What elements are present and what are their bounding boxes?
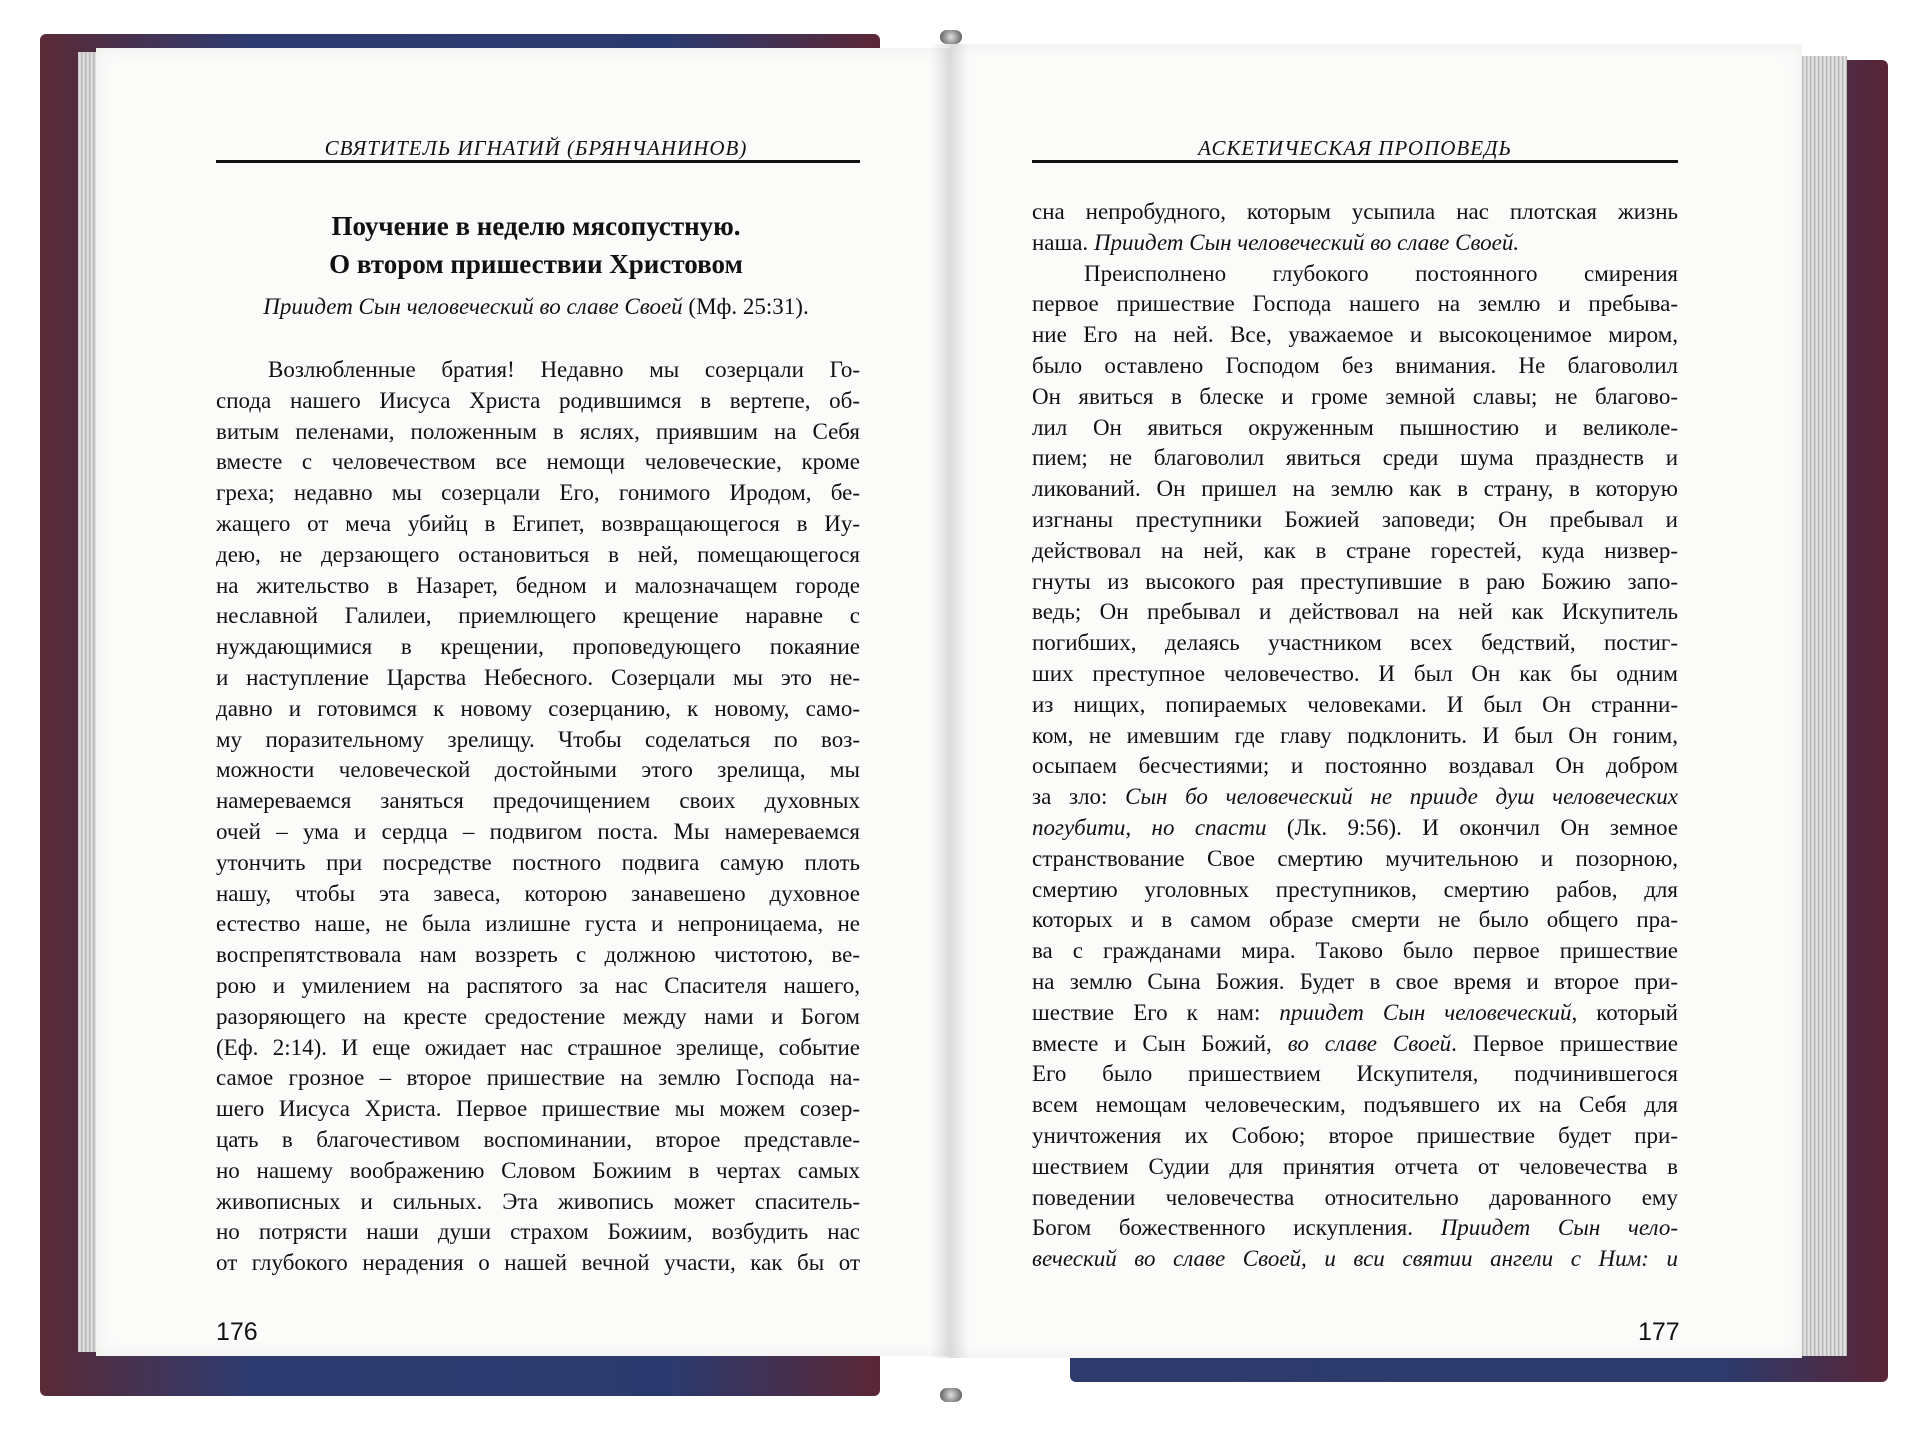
body-line: которых и в самом образе смерти не было общего пра- xyxy=(1032,907,1678,933)
epigraph xyxy=(216,294,856,320)
body-line: Его было пришествием Искупителя, подчинившегося xyxy=(1032,1061,1678,1087)
body-line: спода нашего Иисуса Христа родившимся в вертепе, об- xyxy=(216,387,860,413)
body-line xyxy=(1032,998,1678,1029)
body-line xyxy=(1032,228,1678,259)
body-line: вместе с человечеством все немощи человеческие, кроме xyxy=(216,449,860,475)
body-line: витым пеленами, положенным в яслях, приявшим на Себя xyxy=(216,418,860,444)
text-run: (Лк. 9:56). И окончил Он земное xyxy=(1266,814,1678,840)
body-line: ведь; Он пребывал и действовал на ней как Искупитель xyxy=(1032,599,1678,625)
body-line: сна непробудного, которым усыпила нас плотская жизнь xyxy=(1032,199,1678,224)
body-line: уничтожения их Собою; второе пришествие будет при- xyxy=(1032,1122,1678,1148)
body-line: греха; недавно мы созерцали Его, гонимого Иродом, бе- xyxy=(216,480,860,506)
body-line: ние Его на ней. Все, уважаемое и высокоценимое миром, xyxy=(1032,322,1678,348)
right-body-text xyxy=(1032,197,1678,1275)
right-page-edges xyxy=(1795,56,1847,1356)
body-line xyxy=(1032,782,1678,813)
body-line: естество наше, не была излишне густа и непроницаема, не xyxy=(216,911,860,937)
body-line xyxy=(1032,1029,1678,1060)
bottom-headband xyxy=(940,1388,962,1402)
text-run: Богом божественного искупления. xyxy=(1032,1215,1441,1241)
body-line: от глубокого нерадения о нашей вечной участи, как бы от xyxy=(216,1250,860,1276)
body-line: дею, не дерзающего остановиться в ней, помещающегося xyxy=(216,541,860,567)
body-line: погибших, делаясь участником всех бедствий, постиг- xyxy=(1032,630,1678,656)
epigraph-reference: (Мф. 25:31). xyxy=(682,294,809,319)
text-run: . Первое пришествие xyxy=(1451,1030,1678,1056)
body-line: шествием Судии для принятия отчета от человечества в xyxy=(1032,1153,1678,1179)
top-headband xyxy=(940,30,962,44)
body-line: первое пришествие Господа нашего на землю и пребыва- xyxy=(1032,291,1678,317)
body-line: Преисполнено глубокого постоянного смирения xyxy=(1084,260,1678,286)
left-running-head: СВЯТИТЕЛЬ ИГНАТИЙ (БРЯНЧАНИНОВ) xyxy=(324,136,748,160)
body-line: намереваемся заняться предочищением своих духовных xyxy=(216,788,860,814)
body-line xyxy=(1032,1213,1678,1244)
scripture-quote: Приидет Сын чело- xyxy=(1440,1215,1678,1241)
body-line: гнуты из высокого рая преступившие в раю Божию запо- xyxy=(1032,568,1678,594)
body-line: шего Иисуса Христа. Первое пришествие мы можем созер- xyxy=(216,1096,860,1122)
body-line: ликований. Он пришел на землю как в страну, в которую xyxy=(1032,476,1678,502)
scripture-quote: Приидет Сын человеческий во славе Своей. xyxy=(1093,229,1520,255)
body-line: рою и умилением на распятого за нас Спасителя нашего, xyxy=(216,972,860,998)
body-line: но нашему воображению Словом Божиим в чертах самых xyxy=(216,1157,860,1183)
body-line: Возлюбленные братия! Недавно мы созерцали Го- xyxy=(268,357,860,382)
body-line: но потрясти наши души страхом Божиим, возбудить нас xyxy=(216,1219,860,1245)
body-line: на жительство в Назарет, бедном и малозначащем городе xyxy=(216,572,860,598)
body-line: цать в благочестивом воспоминании, второе представле- xyxy=(216,1126,860,1152)
body-line: на землю Сына Божия. Будет в свое время и второе при- xyxy=(1032,968,1678,994)
text-run: за зло: xyxy=(1032,784,1126,810)
body-line: Он явиться в блеске и громе земной славы; не благово- xyxy=(1032,383,1678,409)
body-line: ком, не имевшим где главу подклонить. И был Он гоним, xyxy=(1032,722,1678,748)
body-line: можности человеческой достойными этого зрелища, мы xyxy=(216,757,860,783)
body-line: всем немощам человеческим, подъявшего их на Себя для xyxy=(1032,1092,1678,1118)
text-run: наша. xyxy=(1032,229,1094,255)
left-header-rule xyxy=(216,160,860,163)
sermon-title-line-2: О втором пришествии Христовом xyxy=(329,249,743,279)
body-line: и наступление Царства Небесного. Созерцали мы это не- xyxy=(216,664,860,690)
scripture-quote: Сын бо человеческий не прииде душ человеческих xyxy=(1125,784,1678,810)
left-body-text xyxy=(216,355,860,1279)
body-line: воспрепятствовала нам воззреть с должною чистотою, ве- xyxy=(216,942,860,968)
right-header-rule xyxy=(1032,160,1678,163)
text-run: шествие Его к нам: xyxy=(1032,999,1280,1025)
text-run: вместе и Сын Божий, xyxy=(1032,1030,1288,1056)
body-line: ших преступное человечество. И был Он как бы одним xyxy=(1032,660,1678,686)
body-line: утончить при посредстве постного подвига самую плоть xyxy=(216,849,860,875)
right-page-number: 177 xyxy=(1638,1318,1680,1346)
body-line: му поразительному зрелищу. Чтобы соделаться по воз- xyxy=(216,726,860,752)
scripture-quote: во славе Своей xyxy=(1287,1030,1452,1056)
body-line: действовал на ней, как в стране горестей, куда низвер- xyxy=(1032,537,1678,563)
body-line xyxy=(1032,813,1678,844)
body-line: странствование Свое смертию мучительною и позорною, xyxy=(1032,845,1678,871)
text-run: , который xyxy=(1571,999,1678,1025)
body-line: (Еф. 2:14). И еще ожидает нас страшное зрелище, событие xyxy=(216,1034,860,1060)
scripture-quote: погубити, но спасти xyxy=(1032,814,1267,840)
body-line: изгнаны преступники Божией заповеди; Он пребывал и xyxy=(1032,506,1678,532)
scripture-quote: веческий во славе Своей, и вси святии ангели с Ним: и xyxy=(1032,1246,1678,1272)
scripture-quote: приидет Сын человеческий xyxy=(1279,999,1572,1025)
body-line: разоряющего на кресте средостение между нами и Богом xyxy=(216,1003,860,1029)
body-line: неславной Галилеи, приемлющего крещение наравне с xyxy=(216,603,860,629)
body-line: осыпаем бесчестиями; и постоянно воздавал Он добром xyxy=(1032,753,1678,779)
left-page-number: 176 xyxy=(216,1318,258,1346)
body-line: давно и готовимся к новому созерцанию, к новому, само- xyxy=(216,695,860,721)
body-line: жащего от меча убийц в Египет, возвращающегося в Иу- xyxy=(216,510,860,536)
body-line: нуждающимися в крещении, проповедующего покаяние xyxy=(216,634,860,660)
sermon-title-line-1: Поучение в неделю мясопустную. xyxy=(331,211,741,241)
sermon-title xyxy=(216,207,856,283)
body-line: нашу, чтобы эта завеса, которою занавешено духовное xyxy=(216,880,860,906)
body-line: было оставлено Господом без внимания. Не благоволил xyxy=(1032,352,1678,378)
epigraph-quote: Приидет Сын человеческий во славе Своей xyxy=(263,294,683,319)
body-line: живописных и сильных. Эта живопись может спаситель- xyxy=(216,1188,860,1214)
body-line: самое грозное – второе пришествие на землю Господа на- xyxy=(216,1065,860,1091)
body-line: смертию уголовных преступников, смертию рабов, для xyxy=(1032,876,1678,902)
body-line: очей – ума и сердца – подвигом поста. Мы намереваемся xyxy=(216,818,860,844)
body-line: из нищих, попираемых человеками. И был Он странни- xyxy=(1032,691,1678,717)
body-line xyxy=(1032,1244,1678,1275)
body-line: лил Он явиться окруженным пышностию и великоле- xyxy=(1032,414,1678,440)
body-line: пием; не благоволил явиться среди шума празднеств и xyxy=(1032,445,1678,471)
right-running-head: АСКЕТИЧЕСКАЯ ПРОПОВЕДЬ xyxy=(1198,136,1512,160)
body-line: ва с гражданами мира. Таково было первое пришествие xyxy=(1032,938,1678,964)
body-line: поведении человечества относительно дарованного ему xyxy=(1032,1184,1678,1210)
book-gutter xyxy=(930,44,970,1358)
